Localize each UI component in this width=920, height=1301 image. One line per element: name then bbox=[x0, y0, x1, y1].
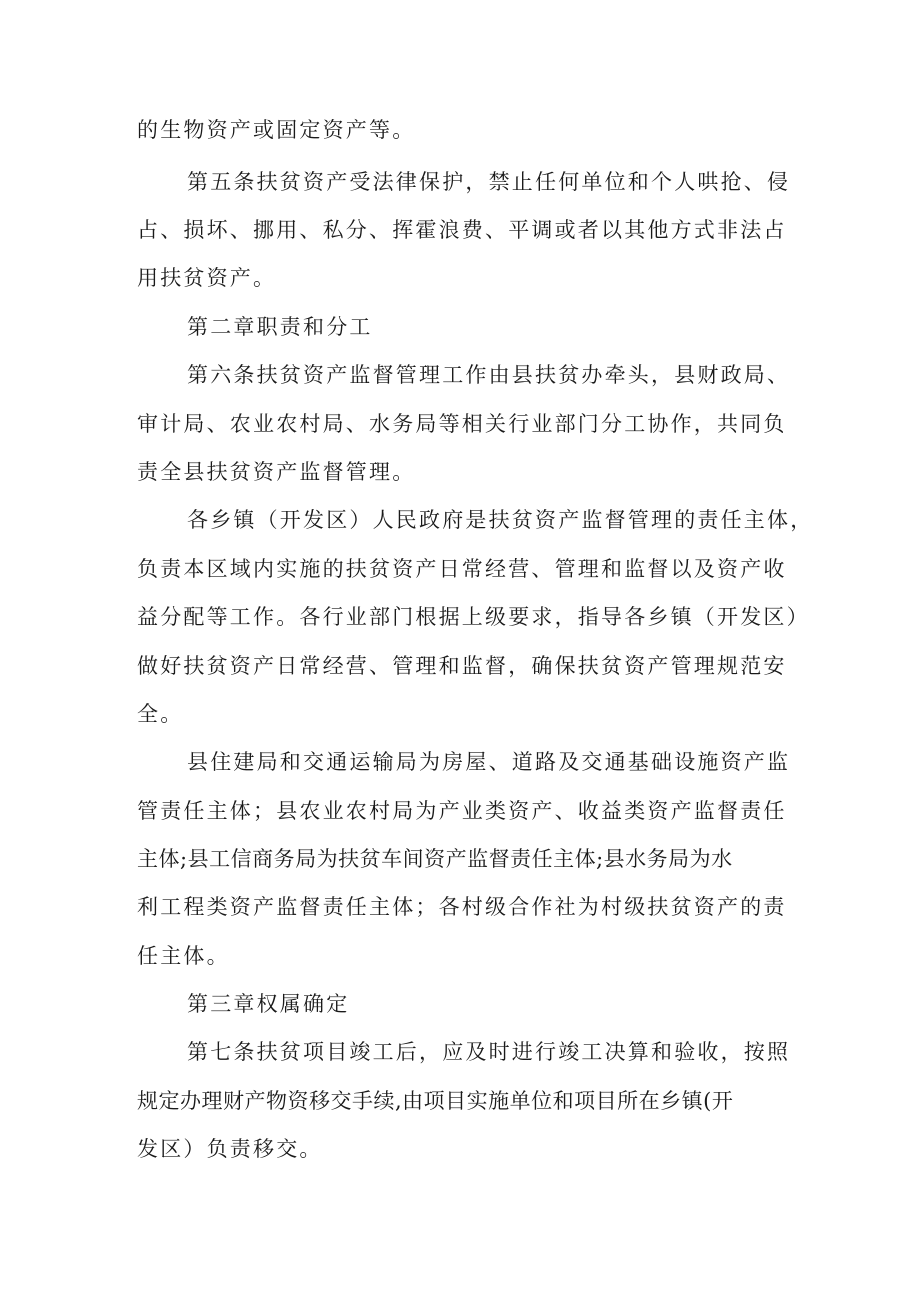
text-line: 审计局、农业农村局、水务局等相关行业部门分工协作，共同负 bbox=[137, 412, 787, 436]
text-line: 主体;县工信商务局为扶贫车间资产监督责任主体;县水务局为水 bbox=[137, 847, 733, 871]
text-line: 的生物资产或固定资产等。 bbox=[137, 118, 416, 142]
text-line: 用扶贫资产。 bbox=[137, 266, 277, 290]
text-line: 全。 bbox=[137, 702, 184, 726]
text-line: 管责任主体；县农业农村局为产业类资产、收益类资产监督责任 bbox=[137, 799, 787, 823]
chapter-3-heading: 第三章权属确定 bbox=[187, 992, 350, 1016]
text-line: 任主体。 bbox=[137, 944, 230, 968]
article-5-text: 第五条扶贫资产受法律保护，禁止任何单位和个人哄抢、侵 bbox=[187, 170, 791, 194]
text-line: 占、损坏、挪用、私分、挥霍浪费、平调或者以其他方式非法占 bbox=[137, 218, 787, 242]
text-line: 利工程类资产监督责任主体；各村级合作社为村级扶贫资产的责 bbox=[137, 895, 787, 919]
text-line: 责全县扶贫资产监督管理。 bbox=[137, 460, 416, 484]
paragraph-text: 县住建局和交通运输局为房屋、道路及交通基础设施资产监 bbox=[187, 750, 791, 774]
text-line: 发区）负责移交。 bbox=[137, 1137, 323, 1161]
article-6-text: 第六条扶贫资产监督管理工作由县扶贫办牵头，县财政局、 bbox=[187, 363, 791, 387]
text-line: 益分配等工作。各行业部门根据上级要求，指导各乡镇（开发区） bbox=[137, 605, 810, 629]
paragraph-text: 各乡镇（开发区）人民政府是扶贫资产监督管理的责任主体， bbox=[187, 508, 814, 532]
article-7-text: 第七条扶贫项目竣工后，应及时进行竣工决算和验收，按照 bbox=[187, 1040, 791, 1064]
text-line: 负责本区域内实施的扶贫资产日常经营、管理和监督以及资产收 bbox=[137, 557, 787, 581]
text-line: 做好扶贫资产日常经营、管理和监督，确保扶贫资产管理规范安 bbox=[137, 654, 787, 678]
chapter-2-heading: 第二章职责和分工 bbox=[187, 315, 373, 339]
text-line: 规定办理财产物资移交手续,由项目实施单位和项目所在乡镇(开 bbox=[137, 1089, 734, 1113]
